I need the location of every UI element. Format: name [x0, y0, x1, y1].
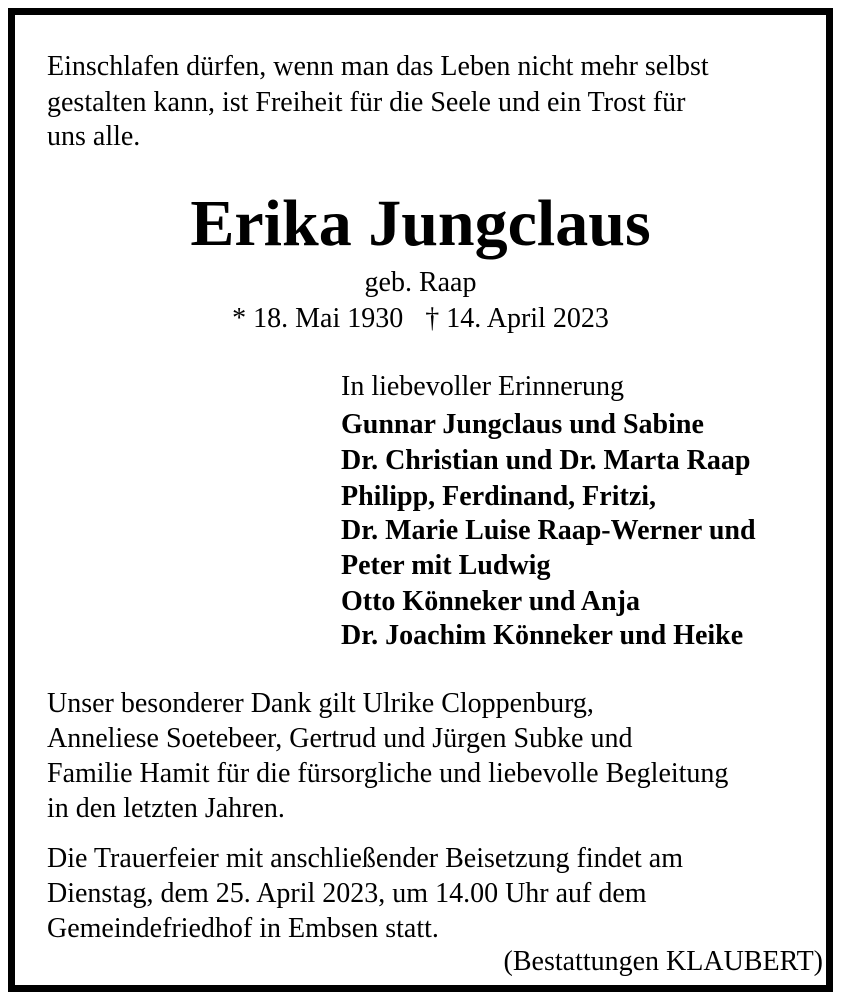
- maiden-name: geb. Raap: [364, 267, 477, 298]
- mourner-line-7: Dr. Joachim Könneker und Heike: [341, 620, 744, 651]
- deceased-name: Erika Jungclaus: [190, 187, 651, 260]
- mourners-intro: In liebevoller Erinnerung: [341, 371, 625, 402]
- thanks-line-1: Unser besonderer Dank gilt Ulrike Cloppenburg,: [47, 688, 594, 719]
- mourner-line-6: Otto Könneker und Anja: [341, 586, 640, 617]
- funeral-line-3: Gemeindefriedhof in Embsen statt.: [47, 913, 439, 944]
- funeral-line-2: Dienstag, dem 25. April 2023, um 14.00 Uhr auf dem: [47, 878, 647, 909]
- undertaker-credit: (Bestattungen KLAUBERT): [503, 946, 823, 977]
- mourner-line-4: Dr. Marie Luise Raap-Werner und: [341, 515, 756, 546]
- funeral-line-1: Die Trauerfeier mit anschließender Beisetzung findet am: [47, 843, 684, 874]
- thanks-line-2: Anneliese Soetebeer, Gertrud und Jürgen Subke und: [47, 723, 633, 754]
- thanks-line-4: in den letzten Jahren.: [47, 793, 285, 824]
- thanks-line-3: Familie Hamit für die fürsorgliche und liebevolle Begleitung: [47, 758, 729, 789]
- mourner-line-3: Philipp, Ferdinand, Fritzi,: [341, 481, 657, 512]
- life-dates: [0, 302, 841, 336]
- mourner-line-2: Dr. Christian und Dr. Marta Raap: [341, 445, 751, 476]
- birth-date: * 18. Mai 1930: [232, 303, 404, 334]
- motto-line-1: Einschlafen dürfen, wenn man das Leben nicht mehr selbst: [47, 51, 709, 82]
- death-date: † 14. April 2023: [425, 303, 609, 334]
- motto-line-2: gestalten kann, ist Freiheit für die Seele und ein Trost für: [47, 87, 686, 118]
- mourner-line-5: Peter mit Ludwig: [341, 550, 551, 581]
- motto-line-3: uns alle.: [47, 121, 141, 152]
- mourner-line-1: Gunnar Jungclaus und Sabine: [341, 409, 704, 440]
